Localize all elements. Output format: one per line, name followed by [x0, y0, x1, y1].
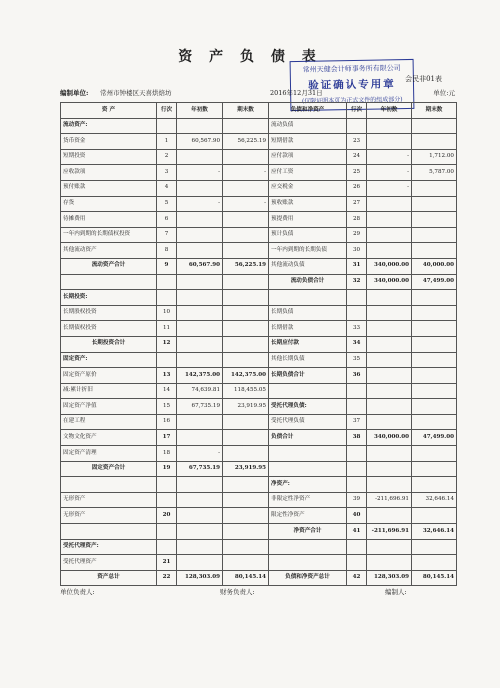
liab-begin-cell: [367, 414, 412, 430]
asset-end-cell: [223, 508, 269, 524]
liab-end-cell: [412, 446, 457, 462]
asset-name-cell: [61, 524, 157, 540]
liab-end-cell: [412, 383, 457, 399]
liab-begin-cell: -211,696.91: [367, 524, 412, 540]
liab-line-cell: 36: [347, 368, 367, 384]
table-row: [61, 212, 457, 228]
liab-name-cell: 预计负债: [269, 227, 347, 243]
liab-name-cell: 其他长期负债: [269, 352, 347, 368]
asset-begin-cell: [177, 336, 223, 352]
table-row: [61, 570, 457, 586]
liab-line-cell: 25: [347, 165, 367, 181]
liab-end-cell: [412, 352, 457, 368]
table-row: [61, 134, 457, 150]
table-row: [61, 165, 457, 181]
asset-name-cell: 固定资产:: [61, 352, 157, 368]
table-row: [61, 274, 457, 290]
asset-begin-cell: [177, 290, 223, 306]
liab-name-cell: 长期负债: [269, 305, 347, 321]
liab-name-cell: 长期借款: [269, 321, 347, 337]
table-row: [61, 118, 457, 134]
asset-end-cell: [223, 336, 269, 352]
asset-begin-cell: 142,375.00: [177, 368, 223, 384]
asset-line-cell: 3: [157, 165, 177, 181]
table-row: [61, 446, 457, 462]
asset-begin-cell: [177, 414, 223, 430]
signature-preparer: 编制人:: [385, 588, 407, 596]
asset-end-cell: 142,375.00: [223, 368, 269, 384]
asset-name-cell: 流动资产:: [61, 118, 157, 134]
table-row: [61, 290, 457, 306]
asset-begin-cell: [177, 149, 223, 165]
asset-line-cell: 22: [157, 570, 177, 586]
asset-end-cell: 56,225.19: [223, 134, 269, 150]
asset-begin-cell: [177, 243, 223, 259]
liab-end-cell: 80,145.14: [412, 570, 457, 586]
asset-name-cell: 固定资产合计: [61, 461, 157, 477]
liab-begin-cell: [367, 539, 412, 555]
liab-line-cell: 26: [347, 180, 367, 196]
col-header-line: 行次: [157, 103, 177, 119]
liab-end-cell: [412, 134, 457, 150]
asset-name-cell: 长期投资合计: [61, 336, 157, 352]
asset-end-cell: [223, 430, 269, 446]
liab-name-cell: 受托代理负债:: [269, 399, 347, 415]
asset-begin-cell: [177, 352, 223, 368]
col-header-liabilities: 负债和净资产: [269, 103, 347, 119]
asset-name-cell: 应收款项: [61, 165, 157, 181]
asset-line-cell: 6: [157, 212, 177, 228]
asset-end-cell: 23,919.95: [223, 399, 269, 415]
asset-begin-cell: [177, 321, 223, 337]
asset-end-cell: [223, 290, 269, 306]
liab-line-cell: 33: [347, 321, 367, 337]
asset-begin-cell: [177, 539, 223, 555]
liab-end-cell: 32,646.14: [412, 492, 457, 508]
table-row: [61, 243, 457, 259]
liab-begin-cell: [367, 336, 412, 352]
asset-line-cell: 16: [157, 414, 177, 430]
liab-line-cell: [347, 555, 367, 571]
liab-end-cell: [412, 539, 457, 555]
asset-name-cell: 资产总计: [61, 570, 157, 586]
liab-begin-cell: [367, 352, 412, 368]
table-row: [61, 477, 457, 493]
liab-name-cell: 短期借款: [269, 134, 347, 150]
liab-end-cell: [412, 368, 457, 384]
liab-line-cell: [347, 539, 367, 555]
asset-line-cell: 21: [157, 555, 177, 571]
asset-end-cell: [223, 492, 269, 508]
liab-end-cell: [412, 118, 457, 134]
table-row: [61, 321, 457, 337]
liab-name-cell: 其他流动负债: [269, 258, 347, 274]
asset-line-cell: [157, 524, 177, 540]
liab-end-cell: [412, 196, 457, 212]
liab-end-cell: 47,499.00: [412, 430, 457, 446]
asset-end-cell: [223, 149, 269, 165]
stamp-main-text: 验证确认专用章: [308, 78, 396, 92]
asset-begin-cell: [177, 477, 223, 493]
liab-line-cell: 37: [347, 414, 367, 430]
asset-name-cell: 长期股权投资: [61, 305, 157, 321]
asset-end-cell: [223, 414, 269, 430]
liab-name-cell: 应付工资: [269, 165, 347, 181]
asset-begin-cell: 67,735.19: [177, 461, 223, 477]
liab-begin-cell: [367, 368, 412, 384]
asset-begin-cell: -: [177, 446, 223, 462]
liab-line-cell: [347, 461, 367, 477]
asset-line-cell: [157, 477, 177, 493]
asset-begin-cell: [177, 524, 223, 540]
liab-end-cell: [412, 290, 457, 306]
liab-name-cell: 流动负债: [269, 118, 347, 134]
liab-begin-cell: [367, 321, 412, 337]
asset-name-cell: 存货: [61, 196, 157, 212]
asset-begin-cell: [177, 430, 223, 446]
asset-begin-cell: [177, 212, 223, 228]
liab-line-cell: 40: [347, 508, 367, 524]
asset-end-cell: 80,145.14: [223, 570, 269, 586]
page-title: 资 产 负 债 表: [178, 49, 322, 65]
liab-line-cell: 23: [347, 134, 367, 150]
asset-line-cell: 9: [157, 258, 177, 274]
liab-end-cell: 1,712.00: [412, 149, 457, 165]
asset-line-cell: [157, 492, 177, 508]
liab-line-cell: 29: [347, 227, 367, 243]
liab-line-cell: [347, 399, 367, 415]
asset-begin-cell: [177, 555, 223, 571]
asset-end-cell: 56,225.19: [223, 258, 269, 274]
liab-name-cell: [269, 555, 347, 571]
asset-end-cell: [223, 477, 269, 493]
asset-end-cell: [223, 524, 269, 540]
liab-end-cell: [412, 305, 457, 321]
asset-end-cell: [223, 212, 269, 228]
liab-end-cell: 5,787.00: [412, 165, 457, 181]
liab-begin-cell: 340,000.00: [367, 258, 412, 274]
liab-name-cell: 净资产:: [269, 477, 347, 493]
liab-begin-cell: [367, 399, 412, 415]
asset-begin-cell: -: [177, 196, 223, 212]
table-row: [61, 149, 457, 165]
asset-name-cell: 固定资产净值: [61, 399, 157, 415]
asset-end-cell: -: [223, 165, 269, 181]
asset-line-cell: 5: [157, 196, 177, 212]
asset-begin-cell: 67,735.19: [177, 399, 223, 415]
liab-line-cell: 42: [347, 570, 367, 586]
asset-line-cell: 19: [157, 461, 177, 477]
asset-name-cell: 固定资产清理: [61, 446, 157, 462]
liab-line-cell: [347, 290, 367, 306]
asset-name-cell: 长期债权投资: [61, 321, 157, 337]
asset-begin-cell: 60,567.90: [177, 134, 223, 150]
liab-line-cell: 27: [347, 196, 367, 212]
liab-begin-cell: [367, 555, 412, 571]
liab-name-cell: [269, 290, 347, 306]
table-row: [61, 258, 457, 274]
asset-name-cell: 流动资产合计: [61, 258, 157, 274]
asset-line-cell: 13: [157, 368, 177, 384]
liab-end-cell: [412, 227, 457, 243]
col-header-end-2: 期末数: [412, 103, 457, 119]
asset-begin-cell: 60,567.90: [177, 258, 223, 274]
table-row: [61, 539, 457, 555]
liab-begin-cell: [367, 118, 412, 134]
asset-begin-cell: [177, 227, 223, 243]
asset-end-cell: 118,455.05: [223, 383, 269, 399]
liab-line-cell: [347, 477, 367, 493]
asset-line-cell: 8: [157, 243, 177, 259]
col-header-asset: 资 产: [61, 103, 157, 119]
asset-line-cell: [157, 290, 177, 306]
asset-begin-cell: [177, 305, 223, 321]
liab-line-cell: 34: [347, 336, 367, 352]
liab-end-cell: [412, 212, 457, 228]
unit-label: 编制单位:: [60, 89, 89, 97]
form-code: 会民非01表: [405, 75, 442, 83]
asset-line-cell: 7: [157, 227, 177, 243]
liab-end-cell: 47,499.00: [412, 274, 457, 290]
asset-name-cell: [61, 274, 157, 290]
money-unit: 单位:元: [433, 89, 455, 97]
signature-head: 单位负责人:: [60, 588, 95, 596]
liab-begin-cell: -211,696.91: [367, 492, 412, 508]
stamp-sub-text: (仅限证明本页为正式文件的组成部分): [301, 96, 403, 105]
asset-line-cell: 1: [157, 134, 177, 150]
liab-begin-cell: [367, 461, 412, 477]
asset-begin-cell: 128,303.09: [177, 570, 223, 586]
asset-line-cell: 10: [157, 305, 177, 321]
asset-name-cell: 待摊费用: [61, 212, 157, 228]
liab-name-cell: 净资产合计: [269, 524, 347, 540]
table-row: [61, 368, 457, 384]
liab-line-cell: [347, 118, 367, 134]
liab-name-cell: 限定性净资产: [269, 508, 347, 524]
table-row: [61, 196, 457, 212]
asset-end-cell: [223, 305, 269, 321]
table-body: [61, 118, 457, 586]
liab-begin-cell: [367, 227, 412, 243]
table-row: [61, 524, 457, 540]
asset-name-cell: 无形资产: [61, 492, 157, 508]
liab-begin-cell: -: [367, 180, 412, 196]
asset-end-cell: [223, 274, 269, 290]
liab-line-cell: 31: [347, 258, 367, 274]
asset-line-cell: 11: [157, 321, 177, 337]
liab-end-cell: [412, 180, 457, 196]
liab-begin-cell: 128,303.09: [367, 570, 412, 586]
liab-line-cell: 24: [347, 149, 367, 165]
asset-end-cell: 23,919.95: [223, 461, 269, 477]
asset-begin-cell: [177, 492, 223, 508]
liab-name-cell: 受托代理负债: [269, 414, 347, 430]
table-row: [61, 508, 457, 524]
liab-line-cell: 30: [347, 243, 367, 259]
liab-end-cell: 32,646.14: [412, 524, 457, 540]
liab-name-cell: 非限定性净资产: [269, 492, 347, 508]
liab-begin-cell: [367, 305, 412, 321]
asset-end-cell: [223, 321, 269, 337]
liab-begin-cell: [367, 196, 412, 212]
asset-name-cell: 固定资产原价: [61, 368, 157, 384]
liab-end-cell: [412, 414, 457, 430]
table-row: [61, 227, 457, 243]
stamp-firm-name: 常州天健会计师事务所有限公司: [302, 64, 401, 74]
table-row: [61, 414, 457, 430]
liab-line-cell: [347, 383, 367, 399]
table-row: [61, 461, 457, 477]
asset-end-cell: [223, 352, 269, 368]
table-row: [61, 305, 457, 321]
col-header-end: 期末数: [223, 103, 269, 119]
table-row: [61, 180, 457, 196]
asset-name-cell: 文物文化资产: [61, 430, 157, 446]
liab-end-cell: [412, 399, 457, 415]
table-row: [61, 383, 457, 399]
header-meta: [60, 88, 455, 99]
asset-name-cell: 一年内到期的长期债权投资: [61, 227, 157, 243]
asset-name-cell: 长期投资:: [61, 290, 157, 306]
liab-begin-cell: 340,000.00: [367, 430, 412, 446]
liab-name-cell: 预收账款: [269, 196, 347, 212]
asset-name-cell: 货币资金: [61, 134, 157, 150]
liab-name-cell: 流动负债合计: [269, 274, 347, 290]
liab-name-cell: [269, 539, 347, 555]
liab-line-cell: 28: [347, 212, 367, 228]
liab-end-cell: [412, 508, 457, 524]
asset-line-cell: 14: [157, 383, 177, 399]
liab-end-cell: [412, 555, 457, 571]
balance-sheet-table: [60, 102, 457, 586]
asset-end-cell: [223, 555, 269, 571]
liab-name-cell: 负债和净资产总计: [269, 570, 347, 586]
liab-end-cell: [412, 321, 457, 337]
asset-end-cell: [223, 118, 269, 134]
liab-name-cell: [269, 383, 347, 399]
liab-line-cell: 41: [347, 524, 367, 540]
report-date: 2016年12月31日: [270, 89, 323, 97]
asset-line-cell: 4: [157, 180, 177, 196]
asset-name-cell: 减:累计折旧: [61, 383, 157, 399]
asset-end-cell: [223, 539, 269, 555]
asset-name-cell: [61, 477, 157, 493]
asset-name-cell: 在建工程: [61, 414, 157, 430]
asset-line-cell: 12: [157, 336, 177, 352]
table-header-row: [61, 103, 457, 119]
liab-end-cell: 40,000.00: [412, 258, 457, 274]
liab-line-cell: 35: [347, 352, 367, 368]
liab-name-cell: 长期负债合计: [269, 368, 347, 384]
asset-name-cell: 短期投资: [61, 149, 157, 165]
asset-end-cell: [223, 180, 269, 196]
table-row: [61, 336, 457, 352]
table-row: [61, 399, 457, 415]
asset-line-cell: [157, 274, 177, 290]
liab-line-cell: [347, 305, 367, 321]
liab-begin-cell: [367, 508, 412, 524]
liab-end-cell: [412, 461, 457, 477]
asset-name-cell: 受托代理资产: [61, 555, 157, 571]
table-row: [61, 430, 457, 446]
asset-line-cell: [157, 352, 177, 368]
signature-line: [60, 587, 455, 597]
asset-begin-cell: -: [177, 165, 223, 181]
liab-begin-cell: [367, 477, 412, 493]
liab-name-cell: 应付款项: [269, 149, 347, 165]
liab-begin-cell: [367, 243, 412, 259]
liab-line-cell: 39: [347, 492, 367, 508]
asset-begin-cell: [177, 274, 223, 290]
liab-begin-cell: [367, 134, 412, 150]
asset-begin-cell: [177, 508, 223, 524]
asset-name-cell: 无形资产: [61, 508, 157, 524]
liab-end-cell: [412, 336, 457, 352]
liab-begin-cell: -: [367, 149, 412, 165]
asset-line-cell: 2: [157, 149, 177, 165]
liab-end-cell: [412, 243, 457, 259]
liab-begin-cell: [367, 290, 412, 306]
liab-name-cell: 长期应付款: [269, 336, 347, 352]
asset-line-cell: 17: [157, 430, 177, 446]
asset-end-cell: -: [223, 196, 269, 212]
liab-begin-cell: [367, 383, 412, 399]
table-row: [61, 352, 457, 368]
liab-begin-cell: [367, 212, 412, 228]
liab-name-cell: 应交税金: [269, 180, 347, 196]
liab-line-cell: [347, 446, 367, 462]
table-row: [61, 555, 457, 571]
asset-line-cell: 20: [157, 508, 177, 524]
asset-end-cell: [223, 227, 269, 243]
liab-begin-cell: [367, 446, 412, 462]
liab-line-cell: 38: [347, 430, 367, 446]
liab-end-cell: [412, 477, 457, 493]
liab-begin-cell: -: [367, 165, 412, 181]
liab-name-cell: [269, 461, 347, 477]
asset-end-cell: [223, 243, 269, 259]
asset-end-cell: [223, 446, 269, 462]
unit-value: 常州市钟楼区天喜烘焙坊: [100, 89, 172, 97]
liab-name-cell: 预提费用: [269, 212, 347, 228]
asset-name-cell: 受托代理资产:: [61, 539, 157, 555]
liab-name-cell: 一年内到期的长期负债: [269, 243, 347, 259]
col-header-begin: 年初数: [177, 103, 223, 119]
signature-finance: 财务负责人:: [220, 588, 255, 596]
asset-begin-cell: 74,639.81: [177, 383, 223, 399]
asset-begin-cell: [177, 118, 223, 134]
liab-begin-cell: 340,000.00: [367, 274, 412, 290]
liab-line-cell: 32: [347, 274, 367, 290]
table-row: [61, 492, 457, 508]
asset-name-cell: 其他流动资产: [61, 243, 157, 259]
liab-name-cell: [269, 446, 347, 462]
asset-line-cell: [157, 118, 177, 134]
col-header-line-2: 行次: [347, 103, 367, 119]
col-header-begin-2: 年初数: [367, 103, 412, 119]
liab-name-cell: 负债合计: [269, 430, 347, 446]
asset-line-cell: [157, 539, 177, 555]
asset-begin-cell: [177, 180, 223, 196]
asset-name-cell: 预付账款: [61, 180, 157, 196]
asset-line-cell: 15: [157, 399, 177, 415]
asset-line-cell: 18: [157, 446, 177, 462]
